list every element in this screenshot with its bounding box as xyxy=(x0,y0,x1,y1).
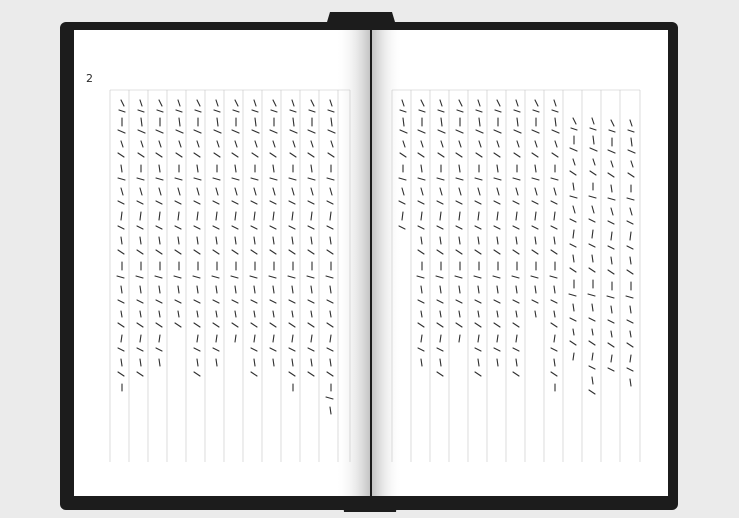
right-page xyxy=(372,30,668,496)
page-number: 2 xyxy=(86,72,93,85)
left-page xyxy=(74,30,370,496)
